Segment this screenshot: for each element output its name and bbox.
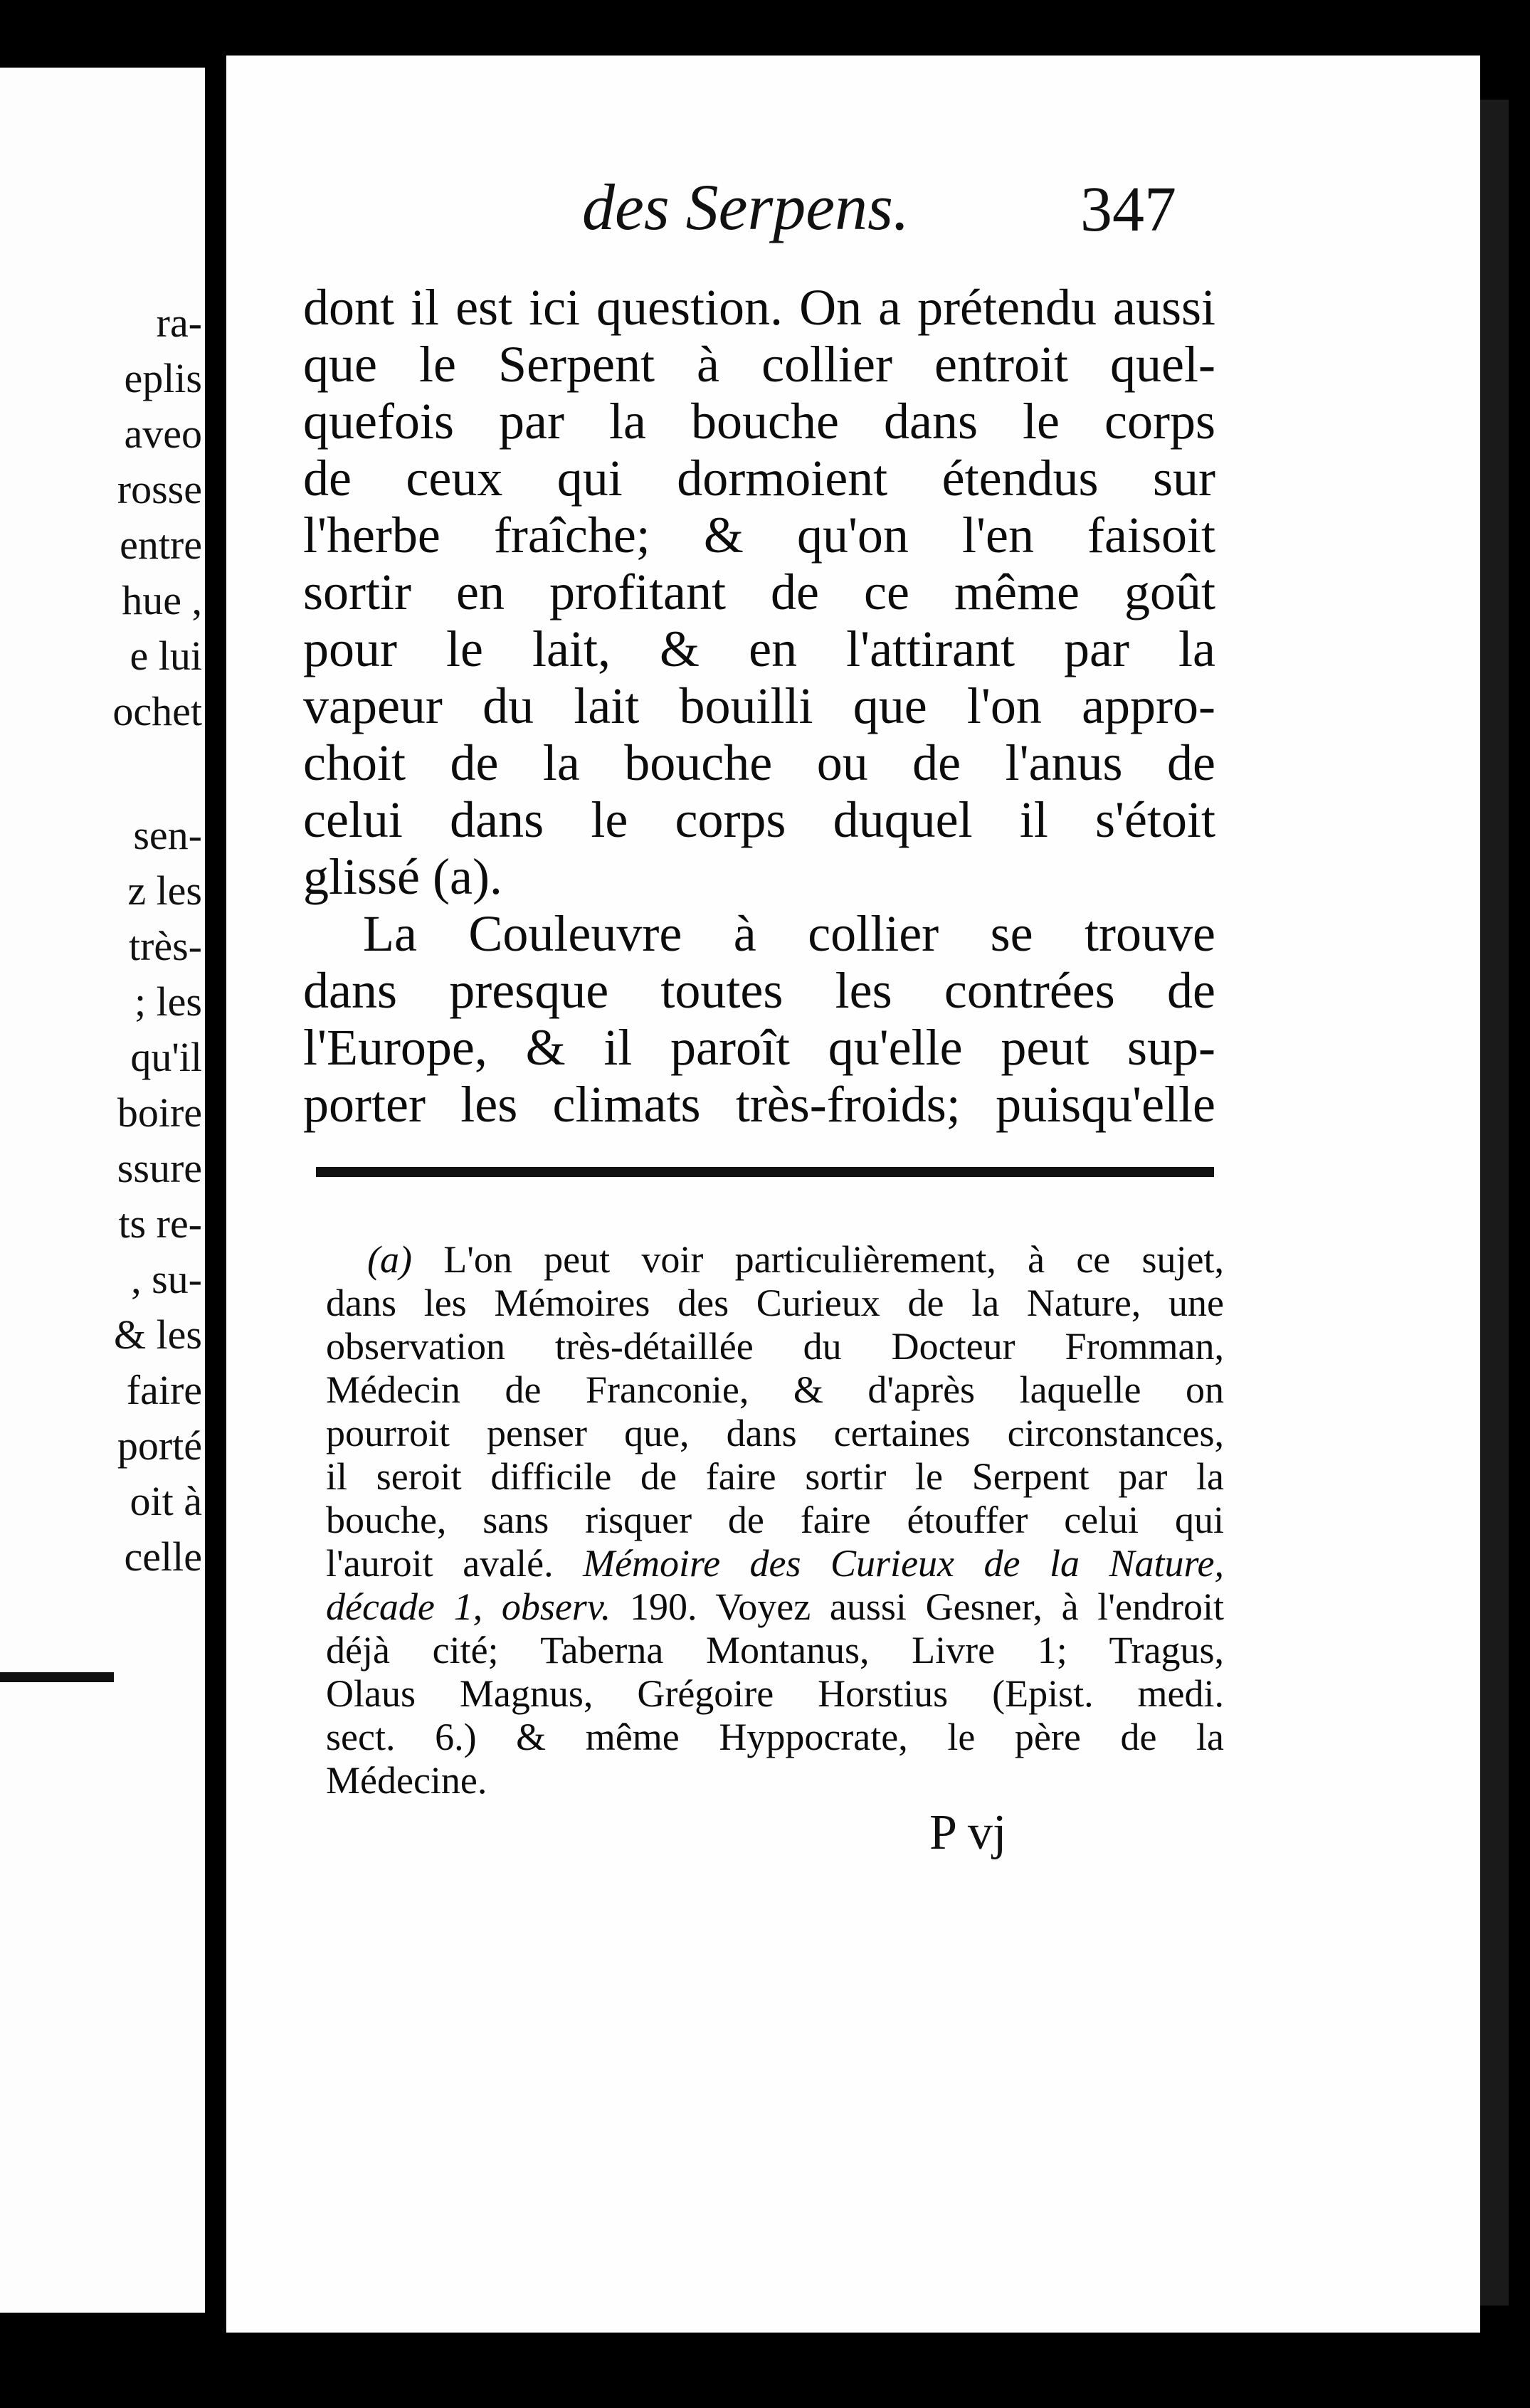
body-line: sortir en profitant de ce même goût [303, 564, 1215, 621]
facing-page-line: oit à [130, 1478, 202, 1524]
footnote-text: L'on peut voir particulièrement, à ce sujet, [411, 1238, 1224, 1281]
footnote-text: 190. Voyez aussi Gesner, à l'endroit [611, 1585, 1224, 1628]
body-line: vapeur du lait bouilli que l'on appro- [303, 677, 1215, 734]
body-line: porter les climats très-froids; puisqu'elle [303, 1076, 1215, 1133]
facing-page-line: ssure [117, 1145, 202, 1191]
facing-page-line: celle [124, 1533, 202, 1580]
facing-page-line: ts re- [118, 1200, 202, 1247]
footnote-citation: décade 1, observ. [326, 1585, 611, 1628]
footnote-line: pourroit penser que, dans certaines circonstances, [326, 1412, 1224, 1454]
body-line: celui dans le corps duquel il s'étoit [303, 791, 1215, 848]
body-line: l'Europe, & il paroît qu'elle peut sup- [303, 1019, 1215, 1076]
page-edge [1480, 100, 1509, 2306]
footnote-marker: (a) [367, 1238, 412, 1281]
facing-page-line: eplis [124, 355, 202, 401]
body-line: dont il est ici question. On a prétendu aussi [303, 279, 1215, 336]
facing-page-line: boire [117, 1089, 202, 1136]
facing-page-line: & les [113, 1311, 202, 1358]
footnote-line: dans les Mémoires des Curieux de la Nature, une [326, 1282, 1224, 1324]
facing-page-line: très- [128, 923, 202, 969]
facing-page-rule [0, 1672, 114, 1682]
footnote-line: sect. 6.) & même Hyppocrate, le père de la [326, 1716, 1224, 1758]
facing-page-line: ; les [134, 978, 202, 1025]
footnote-line [326, 1544, 1224, 1583]
facing-page-line: qu'il [130, 1034, 202, 1080]
footnote-rule [316, 1167, 1214, 1177]
footnote-line: Médecine. [326, 1759, 487, 1802]
footnote-text: l'auroit avalé. [326, 1542, 584, 1585]
footnote-line: Médecin de Franconie, & d'après laquelle on [326, 1368, 1224, 1411]
footnote-line: il seroit difficile de faire sortir le Serpent par la [326, 1455, 1224, 1498]
footnote-line [326, 1585, 1224, 1628]
facing-page-line: , su- [131, 1256, 202, 1302]
footnote-line: déjà cité; Taberna Montanus, Livre 1; Tragus, [326, 1629, 1224, 1672]
footnote-line: observation très-détaillée du Docteur Fromman, [326, 1325, 1224, 1368]
body-line: l'herbe fraîche; & qu'on l'en faisoit [303, 507, 1215, 564]
facing-page-line: sen- [133, 812, 202, 858]
page-number: 347 [1080, 174, 1176, 245]
body-line: La Couleuvre à collier se trouve [363, 905, 1215, 962]
book-page [226, 56, 1480, 2333]
footnote-line: bouche, sans risquer de faire étouffer celui qui [326, 1499, 1224, 1541]
footnote-line: Olaus Magnus, Grégoire Horstius (Epist. medi. [326, 1672, 1224, 1715]
facing-page-fragment [0, 68, 205, 2313]
body-line: de ceux qui dormoient étendus sur [303, 450, 1215, 507]
facing-page-line: ochet [112, 688, 202, 734]
body-line: quefois par la bouche dans le corps [303, 393, 1215, 450]
facing-page-line: entre [120, 522, 202, 568]
body-line: glissé (a). [303, 848, 502, 905]
body-line: choit de la bouche ou de l'anus de [303, 734, 1215, 791]
facing-page-line: porté [117, 1422, 202, 1469]
facing-page-line: ra- [156, 300, 202, 346]
facing-page-line: faire [126, 1367, 202, 1413]
facing-page-line: rosse [117, 466, 202, 512]
body-line: que le Serpent à collier entroit quel- [303, 336, 1215, 393]
running-title: des Serpens. [582, 171, 909, 243]
facing-page-line: z les [127, 867, 202, 914]
footnote-citation: Mémoire des Curieux de la Nature, [583, 1542, 1224, 1585]
footnote-line [367, 1240, 1224, 1279]
facing-page-line: hue , [122, 577, 202, 623]
body-line: dans presque toutes les contrées de [303, 962, 1215, 1019]
signature-mark: P vj [929, 1805, 1007, 1860]
facing-page-line: e lui [130, 633, 202, 679]
facing-page-line: aveo [124, 411, 202, 457]
body-line: pour le lait, & en l'attirant par la [303, 621, 1215, 677]
book-gutter [205, 57, 226, 2334]
